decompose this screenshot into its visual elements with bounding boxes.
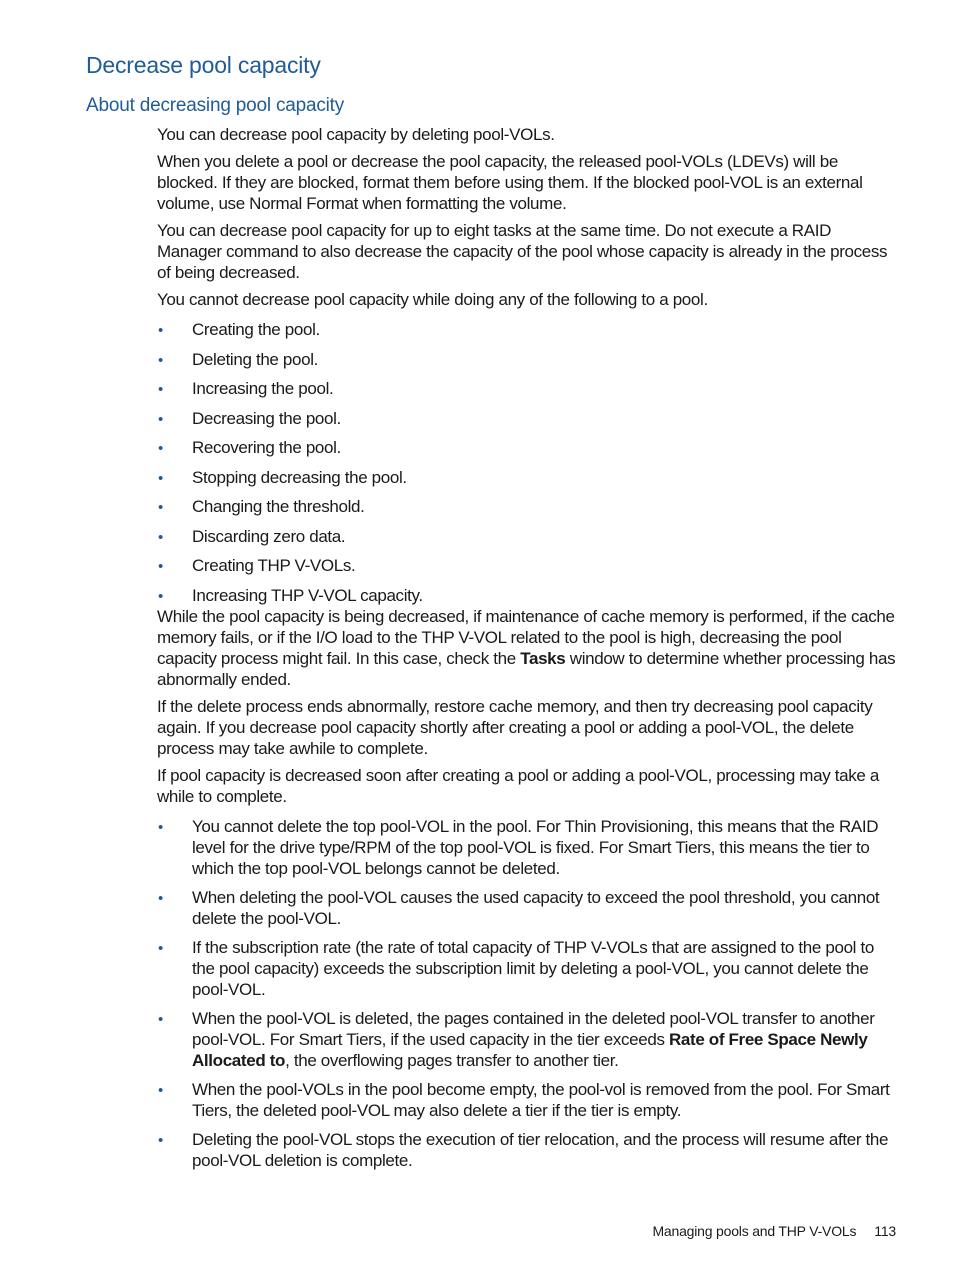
- footer-section-title: Managing pools and THP V-VOLs: [652, 1223, 857, 1239]
- section-subheading: About decreasing pool capacity: [86, 95, 345, 116]
- bullet-icon: •: [158, 819, 163, 836]
- bullet-icon: •: [158, 499, 163, 516]
- bullet-icon: •: [158, 1132, 163, 1149]
- list-item: [157, 408, 897, 429]
- pool-vol-deletion-notes: [157, 816, 897, 1171]
- bullet-icon: •: [158, 1011, 163, 1028]
- list-item-text: Decreasing the pool.: [192, 408, 341, 428]
- list-item: [157, 887, 897, 929]
- text-run: window to determine whether processing has abnormally ended.: [157, 649, 896, 689]
- bullet-icon: •: [158, 381, 163, 398]
- page-number: 113: [874, 1223, 896, 1239]
- list-item: [157, 319, 897, 340]
- list-item-text: Increasing THP V-VOL capacity.: [192, 585, 423, 605]
- bullet-icon: •: [158, 440, 163, 457]
- list-item-text: Discarding zero data.: [192, 526, 346, 546]
- list-item-text: Changing the threshold.: [192, 497, 365, 516]
- paragraph: You can decrease pool capacity by deleting pool-VOLs.: [157, 125, 555, 144]
- list-item-text: Creating THP V-VOLs.: [192, 556, 356, 575]
- list-item-text: Deleting the pool-VOL stops the execution of tier relocation, and the process will resume after the pool-VOL deletion is complete.: [192, 1130, 889, 1170]
- operations-list: [157, 319, 897, 606]
- list-item: [157, 1129, 897, 1171]
- text-run: When the pool-VOL is deleted, the pages contained in the deleted pool-VOL transfer to another pool-VOL. For Smart Tiers, if the used capacity in the tier exceeds: [192, 1009, 875, 1049]
- setting-name: Rate of Free Space Newly Allocated to: [192, 1030, 868, 1070]
- bullet-icon: •: [158, 322, 163, 339]
- text-run: While the pool capacity is being decreased, if maintenance of cache memory is performed, if the cache memory fails, or if the I/O load to the THP V-VOL related to the pool is high, decreasing the pool capacity process might fail. In this case, check the: [157, 607, 895, 668]
- list-item: [157, 467, 897, 488]
- paragraph: If the delete process ends abnormally, restore cache memory, and then try decreasing pool capacity again. If you decrease pool capacity shortly after creating a pool or adding a pool-VOL, the delete process may take awhile to complete.: [157, 697, 873, 758]
- bullet-icon: •: [158, 351, 163, 369]
- page-footer: [652, 1223, 896, 1239]
- bullet-icon: •: [158, 1082, 163, 1099]
- list-item: [157, 526, 897, 547]
- list-item: [157, 349, 897, 370]
- paragraph: If pool capacity is decreased soon after creating a pool or adding a pool-VOL, processing may take a while to complete.: [157, 766, 879, 806]
- bullet-icon: •: [158, 469, 163, 487]
- bullet-icon: •: [158, 890, 163, 907]
- list-item: [157, 1008, 897, 1071]
- bullet-icon: •: [158, 940, 163, 957]
- list-item: [157, 1079, 897, 1121]
- bullet-icon: •: [158, 410, 163, 428]
- bullet-icon: •: [158, 587, 163, 605]
- bullet-icon: •: [158, 528, 163, 546]
- list-item: [157, 496, 897, 517]
- paragraph: When you delete a pool or decrease the pool capacity, the released pool-VOLs (LDEVs) will be blocked. If they are blocked, format them before using them. If the blocked pool-VOL is an external volume, use Normal Format when formatting the volume.: [157, 152, 863, 213]
- body-text: [157, 124, 897, 1179]
- list-item: [157, 585, 897, 606]
- list-item-text: Creating the pool.: [192, 320, 320, 339]
- list-item-text: When deleting the pool-VOL causes the used capacity to exceed the pool threshold, you cannot delete the pool-VOL.: [192, 888, 880, 928]
- list-item-text: Increasing the pool.: [192, 379, 334, 398]
- list-item-text: Recovering the pool.: [192, 438, 341, 457]
- list-item: [157, 437, 897, 458]
- list-item-text: If the subscription rate (the rate of total capacity of THP V-VOLs that are assigned to the pool to the pool capacity) exceeds the subscription limit by deleting a pool-VOL, you cannot delete the pool-VOL.: [192, 938, 874, 999]
- list-item-text: When the pool-VOLs in the pool become empty, the pool-vol is removed from the pool. For Smart Tiers, the deleted pool-VOL may also delete a tier if the tier is empty.: [192, 1080, 890, 1120]
- list-item: [157, 816, 897, 879]
- list-item-text: Stopping decreasing the pool.: [192, 467, 407, 487]
- list-item: [157, 555, 897, 576]
- paragraph: You cannot decrease pool capacity while doing any of the following to a pool.: [157, 290, 708, 309]
- paragraph: You can decrease pool capacity for up to eight tasks at the same time. Do not execute a RAID Manager command to also decrease the capacity of the pool whose capacity is already in the process of being decreased.: [157, 221, 888, 282]
- bullet-icon: •: [158, 558, 163, 575]
- page-heading: Decrease pool capacity: [86, 52, 321, 78]
- text-run: , the overflowing pages transfer to another tier.: [285, 1051, 619, 1070]
- paragraph-tasks: [157, 606, 897, 690]
- tasks-window-name: Tasks: [520, 649, 566, 668]
- list-item: [157, 937, 897, 1000]
- list-item: [157, 378, 897, 399]
- list-item-text: Deleting the pool.: [192, 349, 319, 369]
- list-item-text: You cannot delete the top pool-VOL in the pool. For Thin Provisioning, this means that the RAID level for the drive type/RPM of the top pool-VOL is fixed. For Smart Tiers, this means the tier to which the top pool-VOL belongs cannot be deleted.: [192, 817, 879, 878]
